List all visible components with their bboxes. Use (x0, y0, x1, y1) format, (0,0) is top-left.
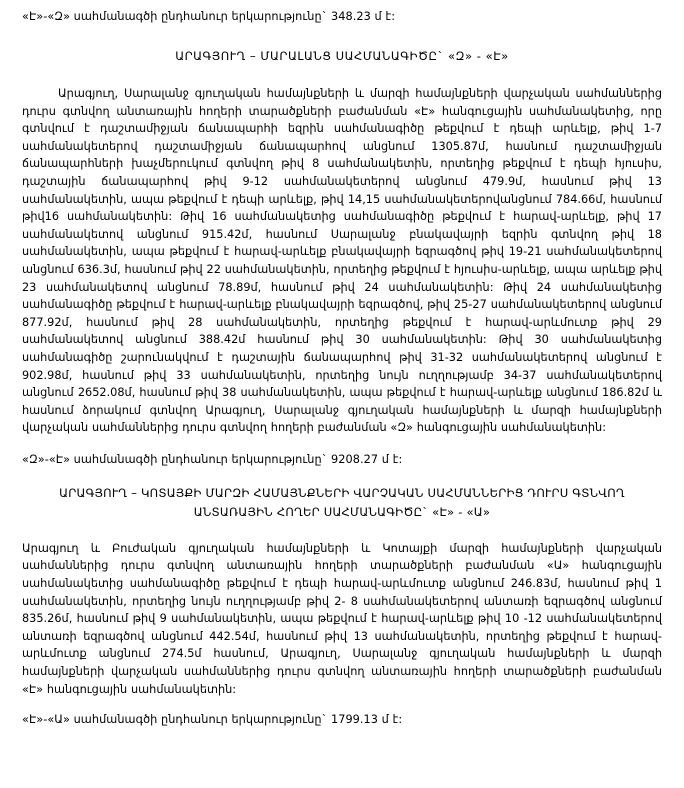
spacer-2 (22, 65, 662, 85)
section-2-paragraph: Արագյուղ և Բուժական գյուղական համայնքների և Կոտայքի մարզի համայնքների վարչական սահմաններից դուրս գտնվող անտառային հողերի տարածքների բաժանման «Ա» հանգուցային սահմանակետից սահմանագիծը թեքվում է դեպի հարավ-արևմուտք անցնում 246.83մ, հասնում թիվ 1 սահմանակետին, որտեղից նույն ուղղությամբ թիվ 2- 8 սահմանակետերով անտառի եզրագծով անցնում 835.26մ, հասնում թիվ 9 սահմանակետին, ապա թեքվում է հարավ-արևելք թիվ 10 -12 սահմանակետերով անտառի եզրագծով անցնում 442.54մ, հասնում թիվ 13 սահմանակետին, որտեղից թեքվում է հարավ-արևմուտք անցնում 274.5մ հասնում, Արագյուղ, Սարալանջ գյուղական համայնքների և մարզի համայնքների վարչական սահմաններից դուրս գտնվող անտառային հողերի տարածքների բաժանման «Է» հանգուցային սահմանակետին: (22, 541, 662, 696)
section-1-paragraph: Արագյուղ, Սարալանջ գյուղական համայնքների և մարզի համայնքների վարչական սահմաններից դուրս գտնվող անտառային հողերի տարածքների բաժանման «Է» հանգուցային սահմանակետից, որը գտնվում է դաշտամիջյան ճանապարհի եզրին սահմանագիծը թեքվում է դեպի արևելք, թիվ 1-7 սահմանակետերով դաշտամիջյան ճանապարհով անցնում 1305.87մ, հասնում դաշտամիջյան ճանապարհների խաչմերուկում գտնվող թիվ 8 սահմանակետին, որտեղից թեքվում է դեպի հյուսիս, դաշտային ճանապարհով թիվ 9-12 սահմանակետերով անցնում 479.9մ, հասնում թիվ 13 սահմանակետին, ապա թեքվում է դեպի արևելք, թիվ 14,15 սահմանակետերովանցնում 784.66մ, հասնում թիվ16 սահմանակետին: Թիվ 16 սահմանակետից սահմանագիծը թեքվում է հարավ-արևելք, թիվ 17 սահմանակետով անցնում 915.42մ, հասնում Սարալանջ բնակավայրի եզրին գտնվող թիվ 18 սահմանակետին, ապա թեքվում է հարավ-արևելք բնակավայրի եզրագծով թիվ 19-21 սահմանակետերով անցնում 636.3մ, հասնում թիվ 22 սահմանակետին, որտեղից թեքվում է հյուսիս-արևելք, ապա արևելք թիվ 23 սահմանակետով անցնում 78.89մ, հասնում թիվ 24 սահմանակետին: Թիվ 24 սահմանակետից սահմանագիծը թեքվում է հարավ-արևելք բնակավայրի եզրագծով, թիվ 25-27 սահմանակետերով անցնում 877.92մ, հասնում թիվ 28 սահմանակետին, որտեղից թեքվում է հարավ-արևմուտք թիվ 29 սահմանակետով անցնում 388.42մ հասնում թիվ 30 սահմանակետին: Թիվ 30 սահմանակետից սահմանագիծը շարունակվում է դաշտային ճանապարհով թիվ 31-32 սահմանակետերով անցնում է 902.98մ, հասնում թիվ 33 սահմանակետին, որտեղից նույն ուղղությամբ 34-37 սահմանակետերով անցնում 2652.08մ, հասնում թիվ 38 սահմանակետին, ապա թեքվում է հարավ-արևելք անցնում 186.82մ և հասնում ձորակում գտնվող Արագյուղ, Սարալանջ գյուղական համայնքների և մարզի համայնքների վարչական սահմաններից դուրս գտնվող հողերի բաժանման «Զ» հանգուցային սահմանակետին: (22, 87, 662, 435)
spacer-1 (22, 25, 662, 47)
section-1-closing-line: «Զ»-«Է» սահմանագծի ընդհանուր երկարությունը` 9208.27 մ է: (22, 452, 403, 466)
section-2-closing-line: «Է»-«Ա» սահմանագծի ընդհանուր երկարությունը` 1799.13 մ է: (22, 713, 403, 727)
intro-length-line: «Է»-«Զ» սահմանագծի ընդհանուր երկարությունը` 348.23 մ է: (22, 10, 396, 23)
spacer-3 (22, 437, 662, 451)
spacer-6 (22, 698, 662, 711)
section-2-heading-line-1: ԱՐԱԳՅՈՒՂ – ԿՈՏԱՅՔԻ ՄԱՐԶԻ ՀԱՄԱՅՆՔՆԵՐԻ ՎԱՐՉԱԿԱՆ ՍԱՀՄԱՆՆԵՐԻՑ ԴՈՒՐՍ ԳՏՆՎՈՂ (59, 485, 625, 500)
section-1-heading: ԱՐԱԳՅՈՒՂ – ՄԱՐԱԼԱՆՑ ՍԱՀՄԱՆԱԳԻԾԸ` «Զ» - «Է» (175, 49, 509, 63)
spacer-4 (22, 468, 662, 484)
spacer-5 (22, 522, 662, 540)
section-2-heading-line-2: ԱՆՏԱՌԱՅԻՆ ՀՈՂԵՐ ՍԱՀՄԱՆԱԳԻԾԸ` «Է» - «Ա» (193, 504, 491, 519)
